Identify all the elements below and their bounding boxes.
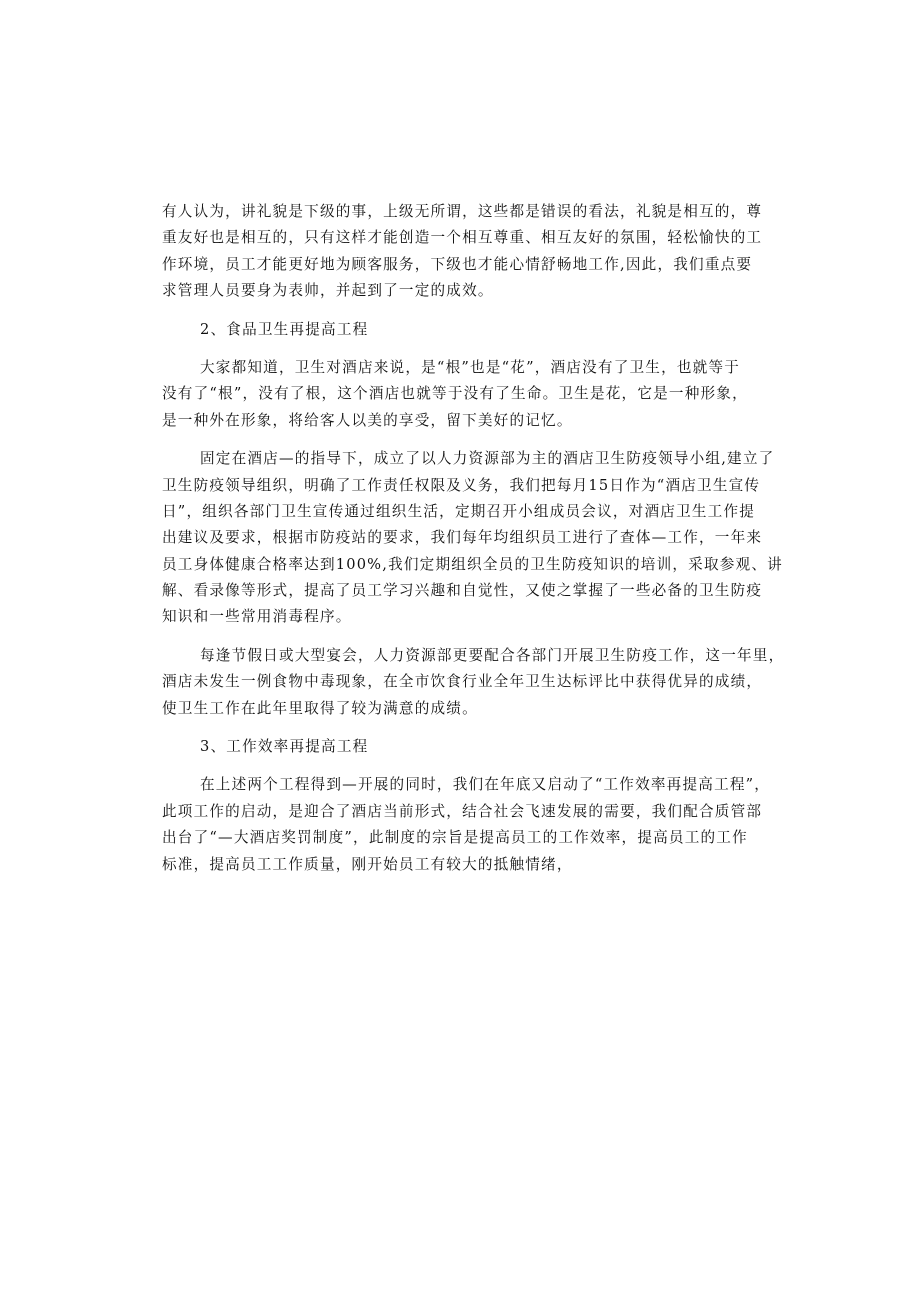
text-line: 作环境，员工才能更好地为顾客服务，下级也才能心情舒畅地工作,因此，我们重点要: [162, 255, 753, 273]
text-line: 大家都知道，卫生对酒店来说，是“根”也是“花”，酒店没有了卫生，也就等于: [200, 358, 741, 376]
text-line: 没有了“根”，没有了根，这个酒店也就等于没有了生命。卫生是花，它是一种形象，: [162, 385, 748, 403]
paragraph: [162, 446, 783, 631]
text-line: 在上述两个工程得到—开展的同时，我们在年底又启动了“工作效率再提高工程”，: [200, 776, 771, 794]
text-line: 是一种外在形象，将给客人以美的享受，留下美好的记忆。: [162, 411, 573, 429]
text-line: 解、看录像等形式，提高了员工学习兴趣和自觉性，又使之掌握了一些必备的卫生防疫: [162, 582, 763, 600]
text-line: 固定在酒店—的指导下，成立了以人力资源部为主的酒店卫生防疫领导小组,建立了: [200, 450, 775, 468]
text-line: 重友好也是相互的，只有这样才能创造一个相互尊重、相互友好的氛围，轻松愉快的工: [162, 229, 763, 247]
text-line: 标准，提高员工工作质量，刚开始员工有较大的抵触情绪，: [162, 855, 573, 873]
section-heading: [162, 317, 767, 343]
text-line: 员工身体健康合格率达到100%,我们定期组织全员的卫生防疫知识的培训，采取参观、讲: [162, 555, 783, 573]
paragraph: [162, 772, 771, 878]
text-line: 出建议及要求，根据市防疫站的要求，我们每年均组织员工进行了查体—工作，一年来: [162, 529, 763, 547]
text-line: 此项工作的启动，是迎合了酒店当前形式，结合社会飞速发展的需要，我们配合质管部: [162, 802, 763, 820]
text-line: 卫生防疫领导组织，明确了工作责任权限及义务，我们把每月15日作为“酒店卫生宣传: [162, 476, 761, 494]
text-line: 求管理人员要身为表帅，并起到了一定的成效。: [162, 282, 494, 300]
paragraph: [162, 355, 767, 434]
heading-text: 3、工作效率再提高工程: [200, 738, 369, 756]
paragraph: [162, 643, 785, 722]
text-line: 有人认为，讲礼貌是下级的事，上级无所谓，这些都是错误的看法，礼貌是相互的，尊: [162, 203, 763, 220]
text-line: 使卫生工作在此年里取得了较为满意的成绩。: [162, 699, 478, 717]
document-body: [162, 199, 785, 878]
paragraph: [162, 199, 767, 305]
text-line: 日”，组织各部门卫生宣传通过组织生活，定期召开小组成员会议，对酒店卫生工作提: [162, 502, 756, 520]
text-line: 每逢节假日或大型宴会，人力资源部更要配合各部门开展卫生防疫工作，这一年里，: [200, 646, 785, 664]
text-line: 酒店未发生一例食物中毒现象，在全市饮食行业全年卫生达标评比中获得优异的成绩，: [162, 673, 763, 691]
section-heading: [162, 734, 767, 760]
text-line: 知识和一些常用消毒程序。: [162, 608, 352, 626]
text-line: 出台了“—大酒店奖罚制度”，此制度的宗旨是提高员工的工作效率，提高员工的工作: [162, 829, 748, 847]
heading-text: 2、食品卫生再提高工程: [200, 320, 369, 338]
